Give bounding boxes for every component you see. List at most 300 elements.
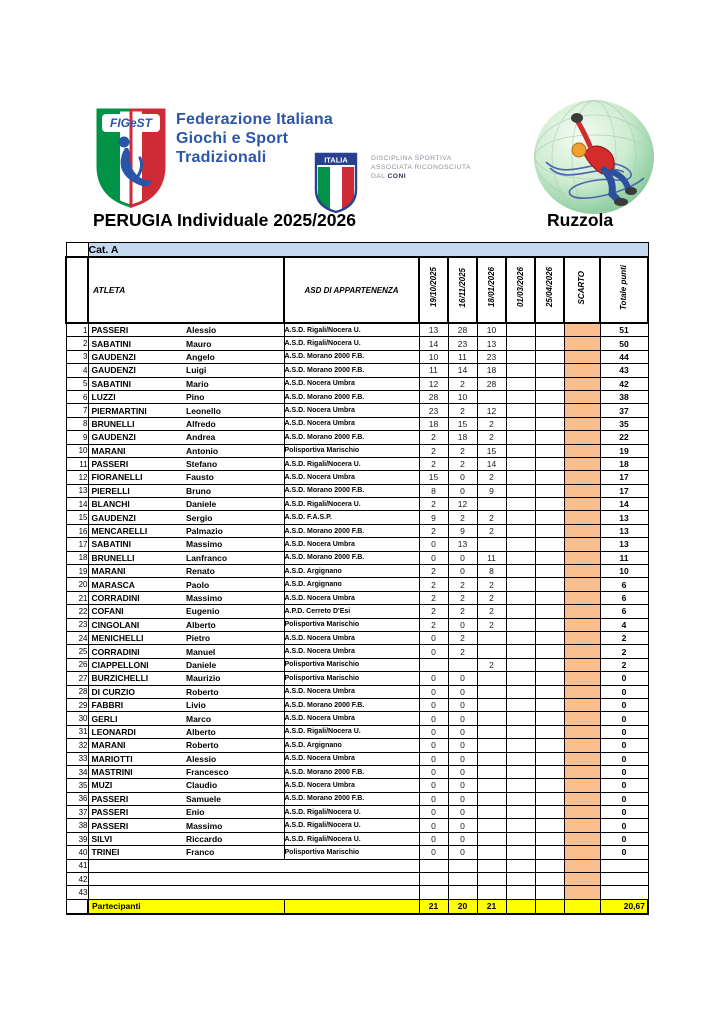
table-row <box>66 377 648 390</box>
score-date-5 <box>535 886 564 899</box>
score-date-2: 0 <box>448 712 477 725</box>
scarto-cell <box>564 551 600 564</box>
athlete-name <box>88 739 284 752</box>
athlete-firstname: Mauro <box>186 338 212 349</box>
table-row <box>66 591 648 604</box>
row-number: 1 <box>66 323 88 337</box>
score-date-3 <box>477 390 506 403</box>
athlete-surname: BLANCHI <box>91 499 130 510</box>
total-points: 0 <box>600 765 648 778</box>
athlete-firstname: Angelo <box>186 351 215 362</box>
athlete-firstname: Franco <box>186 847 215 858</box>
table-row <box>66 551 648 564</box>
scarto-cell <box>564 806 600 819</box>
score-date-5 <box>535 323 564 337</box>
athlete-firstname: Bruno <box>186 485 212 496</box>
score-date-4 <box>506 511 535 524</box>
athlete-name <box>88 457 284 470</box>
empty-row <box>66 886 648 899</box>
score-date-5 <box>535 873 564 886</box>
athlete-surname: MARANI <box>91 566 126 577</box>
scarto-cell <box>564 672 600 685</box>
score-date-4 <box>506 471 535 484</box>
scarto-cell <box>564 645 600 658</box>
athlete-club: A.S.D. Rigali/Nocera U. <box>284 819 419 832</box>
header-date-1: 19/10/2025 <box>419 257 448 323</box>
athlete-surname: MUZI <box>91 780 113 791</box>
figest-shield-logo <box>94 106 168 210</box>
score-date-3 <box>477 498 506 511</box>
table-header-row <box>66 257 648 323</box>
athlete-surname: SABATINI <box>91 378 132 389</box>
score-date-4 <box>506 792 535 805</box>
score-date-2: 2 <box>448 377 477 390</box>
score-date-3 <box>477 752 506 765</box>
scarto-cell <box>564 631 600 644</box>
row-number: 34 <box>66 765 88 778</box>
participants-count-date-5 <box>535 899 564 914</box>
score-date-4 <box>506 350 535 363</box>
table-row <box>66 404 648 417</box>
row-number: 6 <box>66 390 88 403</box>
athlete-club: A.S.D. Argignano <box>284 565 419 578</box>
score-date-3 <box>477 631 506 644</box>
score-date-3 <box>477 685 506 698</box>
total-points: 13 <box>600 511 648 524</box>
row-number: 26 <box>66 658 88 671</box>
athlete-club: A.S.D. Morano 2000 F.B. <box>284 390 419 403</box>
score-date-1: 23 <box>419 404 448 417</box>
table-row <box>66 712 648 725</box>
athlete-name <box>88 725 284 738</box>
athlete-name <box>88 698 284 711</box>
athlete-club: A.S.D. Morano 2000 F.B. <box>284 350 419 363</box>
score-date-4 <box>506 417 535 430</box>
score-date-3 <box>477 779 506 792</box>
score-date-2: 0 <box>448 806 477 819</box>
athlete-club: A.S.D. F.A.S.P. <box>284 511 419 524</box>
score-date-1: 0 <box>419 538 448 551</box>
score-date-1 <box>419 886 448 899</box>
athlete-firstname: Alberto <box>186 619 216 630</box>
athlete-name <box>88 444 284 457</box>
score-date-3: 2 <box>477 524 506 537</box>
athlete-firstname: Eugenio <box>186 606 220 617</box>
score-date-4 <box>506 591 535 604</box>
score-date-3: 28 <box>477 377 506 390</box>
athlete-surname: SILVI <box>91 834 113 845</box>
score-date-1: 0 <box>419 672 448 685</box>
athlete-surname: CIAPPELLONI <box>91 659 149 670</box>
total-points: 0 <box>600 806 648 819</box>
score-date-3: 2 <box>477 605 506 618</box>
athlete-firstname: Antonio <box>186 445 219 456</box>
table-row <box>66 350 648 363</box>
table-row <box>66 444 648 457</box>
svg-text:FIGeST: FIGeST <box>109 116 153 130</box>
score-date-3: 13 <box>477 337 506 350</box>
athlete-surname: MARANI <box>91 740 126 751</box>
header-club: ASD DI APPARTENENZA <box>284 257 419 323</box>
row-number: 12 <box>66 471 88 484</box>
score-date-1: 15 <box>419 471 448 484</box>
score-date-2: 0 <box>448 779 477 792</box>
scarto-cell <box>564 685 600 698</box>
score-date-4 <box>506 832 535 845</box>
score-date-1: 2 <box>419 444 448 457</box>
scarto-cell <box>564 565 600 578</box>
athlete-name <box>88 431 284 444</box>
participants-count-date-4 <box>506 899 535 914</box>
score-date-3 <box>477 846 506 859</box>
score-date-5 <box>535 364 564 377</box>
score-date-2: 2 <box>448 511 477 524</box>
score-date-4 <box>506 524 535 537</box>
score-date-2: 13 <box>448 538 477 551</box>
row-number: 14 <box>66 498 88 511</box>
score-date-4 <box>506 565 535 578</box>
athlete-club: A.S.D. Rigali/Nocera U. <box>284 725 419 738</box>
athlete-club: A.S.D. Morano 2000 F.B. <box>284 364 419 377</box>
athlete-firstname: Paolo <box>186 579 210 590</box>
header-athlete: ATLETA <box>88 257 284 323</box>
table-row <box>66 685 648 698</box>
table-row <box>66 658 648 671</box>
score-date-4 <box>506 631 535 644</box>
table-row <box>66 832 648 845</box>
score-date-4 <box>506 390 535 403</box>
athlete-firstname: Manuel <box>186 646 216 657</box>
row-number: 37 <box>66 806 88 819</box>
row-number: 28 <box>66 685 88 698</box>
score-date-5 <box>535 578 564 591</box>
athlete-name <box>88 417 284 430</box>
athlete-club: A.S.D. Nocera Umbra <box>284 417 419 430</box>
score-date-1: 2 <box>419 578 448 591</box>
score-date-2: 2 <box>448 591 477 604</box>
score-date-1: 13 <box>419 323 448 337</box>
score-date-4 <box>506 457 535 470</box>
score-date-3: 10 <box>477 323 506 337</box>
score-date-3 <box>477 765 506 778</box>
table-row <box>66 765 648 778</box>
athlete-name <box>88 645 284 658</box>
score-date-3 <box>477 672 506 685</box>
row-number: 7 <box>66 404 88 417</box>
athlete-firstname: Pietro <box>186 633 211 644</box>
score-date-4 <box>506 698 535 711</box>
score-date-1: 2 <box>419 605 448 618</box>
scarto-cell <box>564 591 600 604</box>
score-date-2: 28 <box>448 323 477 337</box>
row-number: 5 <box>66 377 88 390</box>
score-date-2: 0 <box>448 685 477 698</box>
total-points: 50 <box>600 337 648 350</box>
scarto-cell <box>564 618 600 631</box>
participants-row <box>66 899 648 914</box>
athlete-surname: SABATINI <box>91 539 132 550</box>
athlete-club: A.S.D. Rigali/Nocera U. <box>284 323 419 337</box>
athlete-club: A.S.D. Nocera Umbra <box>284 779 419 792</box>
row-number: 24 <box>66 631 88 644</box>
score-date-4 <box>506 672 535 685</box>
score-date-2: 0 <box>448 618 477 631</box>
score-date-2: 0 <box>448 832 477 845</box>
score-date-1: 12 <box>419 377 448 390</box>
athlete-name <box>88 752 284 765</box>
score-date-4 <box>506 725 535 738</box>
athlete-firstname: Renato <box>186 566 215 577</box>
athlete-firstname: Andrea <box>186 432 216 443</box>
athlete-club: A.S.D. Morano 2000 F.B. <box>284 765 419 778</box>
table-row <box>66 498 648 511</box>
athlete-name <box>88 605 284 618</box>
table-row <box>66 631 648 644</box>
athlete-club: Polisportiva Marischio <box>284 618 419 631</box>
athlete-name <box>88 484 284 497</box>
athlete-club: A.P.D. Cerreto D'Esi <box>284 605 419 618</box>
score-date-3: 14 <box>477 457 506 470</box>
score-date-2: 0 <box>448 792 477 805</box>
total-points <box>600 859 648 872</box>
athlete-surname: GAUDENZI <box>91 365 136 376</box>
score-date-4 <box>506 685 535 698</box>
score-date-2: 9 <box>448 524 477 537</box>
athlete-surname: GERLI <box>91 713 118 724</box>
scarto-cell <box>564 873 600 886</box>
athlete-firstname: Mario <box>186 378 209 389</box>
total-points: 0 <box>600 819 648 832</box>
score-date-4 <box>506 404 535 417</box>
score-date-2: 0 <box>448 551 477 564</box>
athlete-club: A.S.D. Morano 2000 F.B. <box>284 484 419 497</box>
row-number: 35 <box>66 779 88 792</box>
score-date-3: 12 <box>477 404 506 417</box>
score-date-1: 0 <box>419 792 448 805</box>
score-date-5 <box>535 806 564 819</box>
score-date-4 <box>506 846 535 859</box>
athlete-name <box>88 658 284 671</box>
total-points: 13 <box>600 524 648 537</box>
table-row <box>66 819 648 832</box>
score-date-5 <box>535 846 564 859</box>
band-number-cell <box>66 243 88 258</box>
athlete-name <box>88 524 284 537</box>
athlete-surname: GAUDENZI <box>91 351 136 362</box>
score-date-1: 0 <box>419 806 448 819</box>
row-number: 39 <box>66 832 88 845</box>
athlete-name <box>88 377 284 390</box>
score-date-2: 0 <box>448 565 477 578</box>
athlete-name <box>88 551 284 564</box>
athlete-firstname: Samuele <box>186 793 221 804</box>
total-points: 38 <box>600 390 648 403</box>
row-number: 33 <box>66 752 88 765</box>
score-date-4 <box>506 431 535 444</box>
score-date-5 <box>535 832 564 845</box>
score-date-5 <box>535 712 564 725</box>
scarto-cell <box>564 658 600 671</box>
athlete-surname: PASSERI <box>91 459 129 470</box>
scarto-cell <box>564 404 600 417</box>
score-date-2 <box>448 873 477 886</box>
athlete-surname: PASSERI <box>91 793 129 804</box>
row-number: 4 <box>66 364 88 377</box>
athlete-club: A.S.D. Nocera Umbra <box>284 538 419 551</box>
score-date-2: 0 <box>448 672 477 685</box>
scarto-cell <box>564 859 600 872</box>
score-date-1: 11 <box>419 364 448 377</box>
header-scarto: SCARTO <box>564 257 600 323</box>
participants-count-date-3: 21 <box>477 899 506 914</box>
score-date-5 <box>535 471 564 484</box>
athlete-firstname: Claudio <box>186 780 218 791</box>
table-row <box>66 725 648 738</box>
row-number: 36 <box>66 792 88 805</box>
score-date-1 <box>419 873 448 886</box>
table-row <box>66 645 648 658</box>
athlete-firstname: Daniele <box>186 499 217 510</box>
score-date-3 <box>477 792 506 805</box>
score-date-4 <box>506 752 535 765</box>
athlete-club: A.S.D. Argignano <box>284 578 419 591</box>
total-points: 0 <box>600 739 648 752</box>
score-date-4 <box>506 658 535 671</box>
score-date-2: 0 <box>448 698 477 711</box>
athlete-surname: LUZZI <box>91 392 116 403</box>
score-date-3: 8 <box>477 565 506 578</box>
federation-name-line2: Giochi e Sport <box>176 130 289 147</box>
total-points: 0 <box>600 752 648 765</box>
athlete-name <box>88 712 284 725</box>
score-date-5 <box>535 457 564 470</box>
score-date-5 <box>535 538 564 551</box>
empty-name-club-cell <box>88 859 419 872</box>
table-row <box>66 618 648 631</box>
athlete-club: A.S.D. Argignano <box>284 739 419 752</box>
score-date-5 <box>535 631 564 644</box>
table-row <box>66 565 648 578</box>
score-date-4 <box>506 765 535 778</box>
total-points: 2 <box>600 631 648 644</box>
athlete-name <box>88 404 284 417</box>
score-date-1: 2 <box>419 591 448 604</box>
scarto-cell <box>564 524 600 537</box>
athlete-club: A.S.D. Nocera Umbra <box>284 645 419 658</box>
athlete-firstname: Riccardo <box>186 834 223 845</box>
total-points: 2 <box>600 658 648 671</box>
score-date-5 <box>535 337 564 350</box>
athlete-name <box>88 364 284 377</box>
athlete-name <box>88 779 284 792</box>
score-date-5 <box>535 658 564 671</box>
score-date-1 <box>419 859 448 872</box>
score-date-5 <box>535 765 564 778</box>
header-date-5: 25/04/2026 <box>535 257 564 323</box>
total-points: 0 <box>600 672 648 685</box>
score-date-1: 0 <box>419 765 448 778</box>
score-date-1: 2 <box>419 431 448 444</box>
score-date-5 <box>535 591 564 604</box>
athlete-name <box>88 806 284 819</box>
athlete-club: A.S.D. Nocera Umbra <box>284 591 419 604</box>
score-date-4 <box>506 364 535 377</box>
athlete-club: A.S.D. Rigali/Nocera U. <box>284 806 419 819</box>
category-band-row <box>66 243 648 258</box>
table-row <box>66 457 648 470</box>
athlete-surname: FIORANELLI <box>91 472 143 483</box>
score-date-5 <box>535 404 564 417</box>
score-date-4 <box>506 618 535 631</box>
score-date-3 <box>477 698 506 711</box>
scarto-cell <box>564 779 600 792</box>
scarto-cell <box>564 886 600 899</box>
table-row <box>66 779 648 792</box>
table-row <box>66 698 648 711</box>
score-date-3 <box>477 886 506 899</box>
row-number: 19 <box>66 565 88 578</box>
athlete-name <box>88 819 284 832</box>
row-number: 3 <box>66 350 88 363</box>
table-row <box>66 806 648 819</box>
score-date-5 <box>535 417 564 430</box>
score-date-5 <box>535 605 564 618</box>
score-date-3 <box>477 859 506 872</box>
scarto-cell <box>564 792 600 805</box>
athlete-club: A.S.D. Rigali/Nocera U. <box>284 832 419 845</box>
athlete-firstname: Francesco <box>186 767 229 778</box>
score-date-5 <box>535 859 564 872</box>
score-date-2: 2 <box>448 605 477 618</box>
score-date-2: 2 <box>448 457 477 470</box>
table-row <box>66 337 648 350</box>
table-row <box>66 538 648 551</box>
score-date-1: 14 <box>419 337 448 350</box>
scarto-cell <box>564 725 600 738</box>
score-date-3: 2 <box>477 417 506 430</box>
score-date-5 <box>535 618 564 631</box>
total-points: 0 <box>600 698 648 711</box>
row-number: 17 <box>66 538 88 551</box>
score-date-5 <box>535 377 564 390</box>
total-points: 0 <box>600 779 648 792</box>
athlete-name <box>88 538 284 551</box>
score-date-1: 0 <box>419 685 448 698</box>
athlete-surname: CORRADINI <box>91 593 140 603</box>
scarto-cell <box>564 712 600 725</box>
coni-text-line2: ASSOCIATA RICONOSCIUTA <box>371 163 471 171</box>
score-date-4 <box>506 645 535 658</box>
row-number: 11 <box>66 457 88 470</box>
score-date-5 <box>535 431 564 444</box>
score-date-1: 2 <box>419 565 448 578</box>
score-date-5 <box>535 672 564 685</box>
score-date-4 <box>506 484 535 497</box>
score-date-5 <box>535 444 564 457</box>
score-date-2: 23 <box>448 337 477 350</box>
score-date-1: 8 <box>419 484 448 497</box>
score-date-1: 2 <box>419 457 448 470</box>
total-points: 37 <box>600 404 648 417</box>
athlete-name <box>88 792 284 805</box>
score-date-1: 28 <box>419 390 448 403</box>
table-row <box>66 323 648 337</box>
score-date-2 <box>448 886 477 899</box>
row-number: 25 <box>66 645 88 658</box>
athlete-name <box>88 578 284 591</box>
scarto-cell <box>564 578 600 591</box>
athlete-firstname: Sergio <box>186 512 213 523</box>
